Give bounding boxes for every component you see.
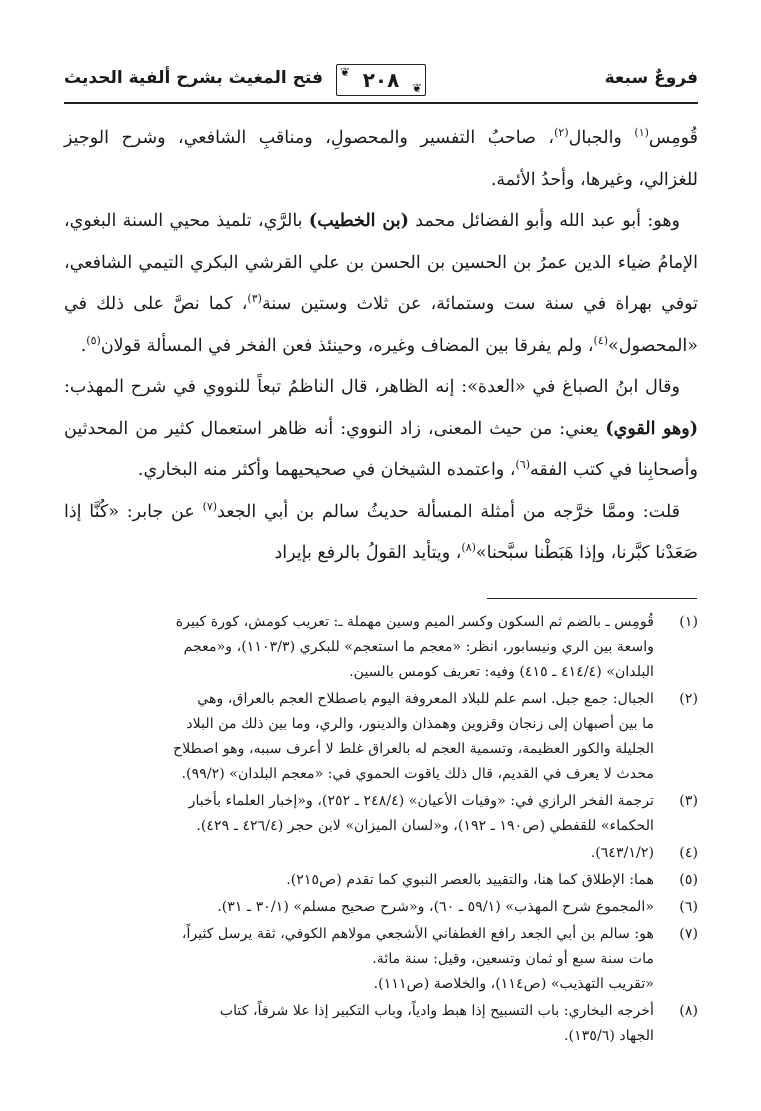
footnote-line: ترجمة الفخر الرازي في: «وفيات الأعيان» (٢٤٨/٤ ـ ٢٥٢)، و«إخبار العلماء بأخبار	[188, 793, 654, 809]
footnote-4	[64, 841, 698, 866]
text-run: يعني: من حيث المعنى، زاد النووي: أنه ظاهر استعمال كثير من المحدثين وأصحابِنا في كتب الفقه	[64, 418, 698, 480]
paragraph-2	[64, 201, 698, 367]
footnote-number: (٤)	[679, 845, 698, 861]
footnote-number: (٧)	[679, 926, 698, 942]
footnote-ref: (٢)	[554, 126, 569, 140]
footnote-line: الجليلة والكور العظيمة، وتسمية العجم له بالعراق غلط لا أعرف سببه، وهو اصطلاح	[173, 741, 654, 757]
footnotes	[64, 610, 698, 1051]
ornament-icon: ❦	[339, 65, 351, 79]
text-run: ، ولم يفرقا بين المضاف وغيره، وحينئذ فعن الفخر في المسألة قولان	[100, 335, 594, 356]
footnote-ref: (٤)	[593, 333, 609, 347]
footnote-2	[64, 687, 698, 787]
page-number-box	[336, 64, 426, 96]
footnote-ref: (٣)	[247, 292, 262, 306]
footnote-ref: (٥)	[86, 333, 101, 347]
footnote-line: البلدان» (٤١٤/٤ ـ ٤١٥) وفيه: تعريف كومس بالسين.	[349, 664, 654, 680]
footnote-line: هو: سالم بن أبي الجعد رافع الغطفاني الأشجعي مولاهم الكوفي، ثقة يرسل كثيراً،	[181, 926, 654, 942]
footnote-line: الجهاد (١٣٥/٦).	[564, 1028, 654, 1044]
footnote-line: «تقريب التهذيب» (ص١١٤)، والخلاصة (ص١١١).	[373, 976, 654, 992]
footnote-line: هما: الإطلاق كما هنا، والتقييد بالعصر النبوي كما تقدم (ص٢١٥).	[286, 872, 654, 888]
text-run: ، واعتمده الشيخان في صحيحيهما وأكثر منه البخاري.	[137, 460, 516, 480]
footnote-text	[64, 922, 654, 997]
footnote-line: مات سنة سبع أو ثمان وتسعين، وقيل: سنة مائة.	[372, 951, 654, 967]
bold-term: (وهو القوي)	[605, 418, 698, 439]
footnote-3	[64, 789, 698, 839]
footnote-number: (٨)	[679, 1003, 698, 1019]
main-text	[64, 118, 698, 575]
footnote-line: قُومِس ـ بالضم ثم السكون وكسر الميم وسين مهملة ـ: تعريب كومش، كورة كبيرة	[175, 614, 654, 630]
text-run: قُومِس	[648, 128, 698, 148]
footnote-text	[64, 895, 654, 920]
footnote-line: «المجموع شرح المهذب» (٥٩/١ ـ ٦٠)، و«شرح صحيح مسلم» (٣٠/١ ـ ٣١).	[217, 899, 654, 915]
footnote-number: (٢)	[679, 691, 698, 707]
footnote-8	[64, 999, 698, 1049]
footnote-text	[64, 789, 654, 839]
footnote-5	[64, 868, 698, 893]
text-run: ، ويتأيد القولُ بالرفع بإيراد	[274, 543, 462, 563]
header-section-title: فروعٌ سبعة	[604, 68, 698, 88]
footnote-line: ما بين أصبهان إلى زنجان وقزوين وهمذان والدينور، والري، وما بين ذلك من البلاد	[186, 716, 654, 732]
footnote-text	[64, 610, 654, 685]
text-run: بالرَّي، تلميذ محيي السنة البغوي، الإمامُ ضياء الدين عمرُ بن الحسين بن الحسن بن علي القرشي البكري التيمي الشافعي، توفي بهراة في سنة ست وستمائة، عن ثلاث وستين سنة	[64, 211, 699, 314]
footnote-number: (٣)	[679, 793, 698, 809]
running-header	[64, 58, 698, 104]
ornament-icon: ❦	[411, 81, 423, 95]
footnote-line: محدث لا يعرف في القديم، قال ذلك ياقوت الحموي في: «معجم البلدان» (٩٩/٢).	[181, 766, 654, 782]
footnote-text	[64, 868, 654, 893]
footnote-line: الجبال: جمع جبل. اسم علم للبلاد المعروفة اليوم باصطلاح العجم بالعراق، وهي	[197, 691, 654, 707]
paragraph-4	[64, 492, 698, 575]
header-book-title: فتح المغيث بشرح ألفية الحديث	[64, 68, 324, 88]
text-run: وقال ابنُ الصباغ في «العدة»: إنه الظاهر، قال الناظمُ تبعاً للنووي في شرح المهذب:	[64, 377, 680, 397]
footnote-1	[64, 610, 698, 685]
bold-term: (بن الخطيب)	[308, 211, 409, 231]
text-run: عن جابر: «كُنَّا إذا صَعَدْنا كبَّرنا، وإذا هَبَطْنا سبَّحنا»	[64, 501, 698, 563]
footnote-7	[64, 922, 698, 997]
footnote-ref: (١)	[634, 126, 649, 140]
text-run: والجبال	[568, 128, 635, 148]
footnote-number: (٦)	[679, 899, 698, 915]
footnote-text	[64, 687, 654, 787]
text-run: ، كما نصَّ على ذلك في «المحصول»	[64, 294, 698, 356]
footnote-ref: (٦)	[515, 458, 530, 472]
footnote-line: الحكماء» للقفطي (ص١٩٠ ـ ١٩٢)، و«لسان الميزان» لابن حجر (٤٢٦/٤ ـ ٤٢٩).	[196, 818, 654, 834]
footnote-number: (١)	[679, 614, 698, 630]
footnote-separator	[487, 598, 697, 599]
paragraph-1	[64, 118, 698, 201]
footnote-ref: (٧)	[202, 499, 218, 513]
footnote-text	[64, 841, 654, 866]
footnote-number: (٥)	[679, 872, 698, 888]
footnote-text	[64, 999, 654, 1049]
page-number: ٢٠٨	[362, 68, 400, 92]
footnote-line: واسعة بين الري ونيسابور، انظر: «معجم ما استعجم» للبكري (١١٠٣/٣)، و«معجم	[183, 639, 654, 655]
footnote-ref: (٨)	[461, 541, 476, 555]
text-run: قلت: وممَّا خرَّجه من أمثلة المسألة حديثُ سالم بن أبي الجعد	[217, 501, 680, 522]
footnote-6	[64, 895, 698, 920]
text-run: .	[80, 335, 87, 356]
text-run: ، صاحبُ التفسير والمحصولِ، ومناقبِ الشافعي، وشرح الوجيز للغزالي، وغيرها، وأحدُ الأئمة.	[64, 128, 698, 190]
footnote-line: (٦٤٣/١/٢).	[590, 845, 654, 861]
paragraph-3	[64, 367, 698, 492]
footnote-line: أخرجه البخاري: باب التسبيح إذا هبط وادياً، وباب التكبير إذا علا شرفاً، كتاب	[219, 1003, 654, 1019]
text-run: وهو: أبو عبد الله وأبو الفضائل محمد	[408, 211, 680, 231]
